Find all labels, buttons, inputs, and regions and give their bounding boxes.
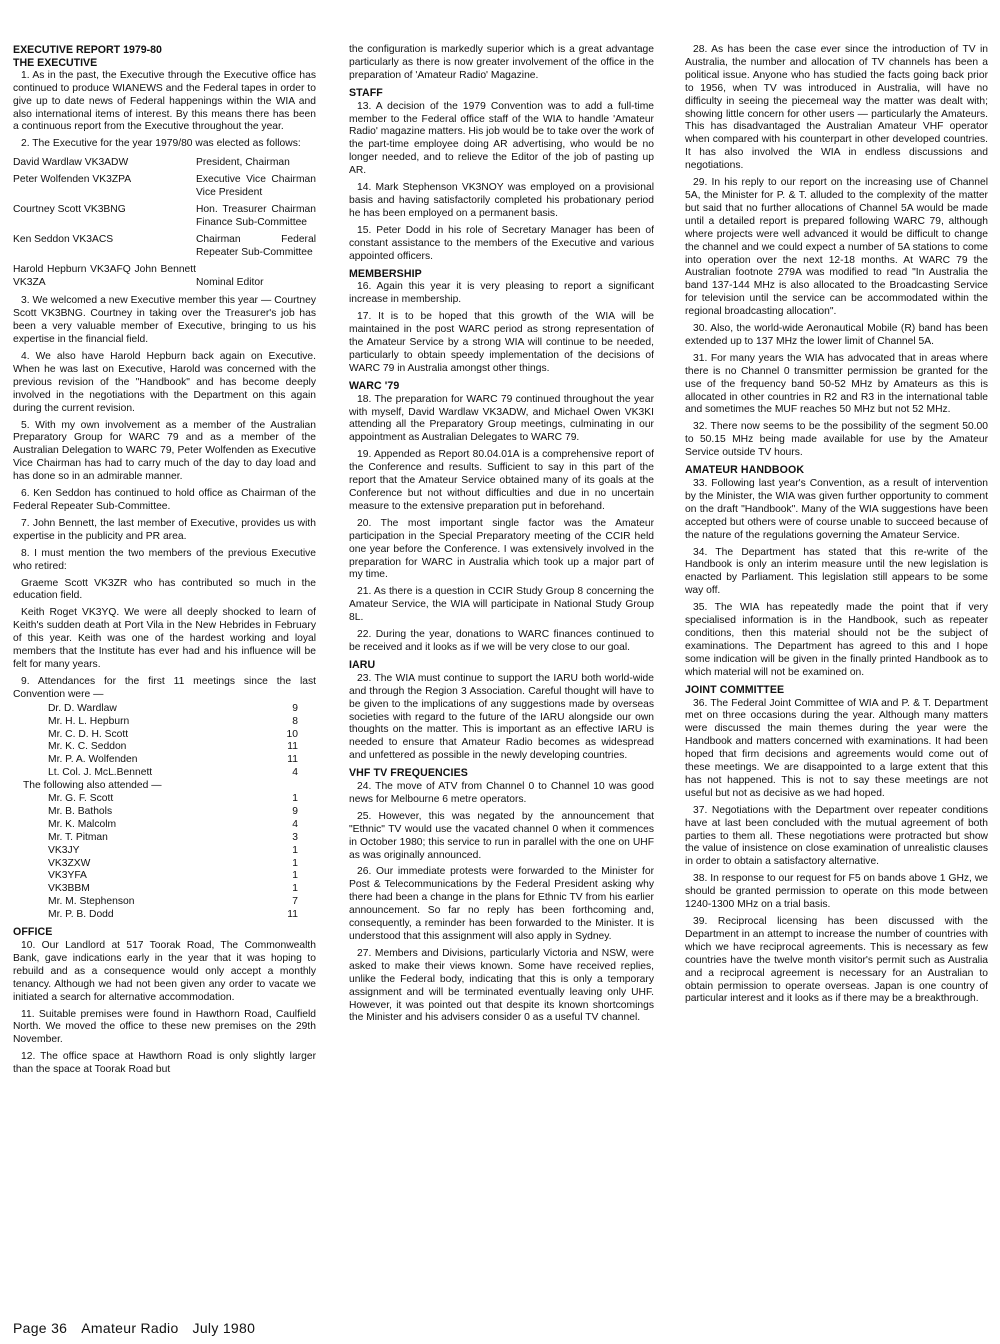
attendee-name: VK3ZXW bbox=[48, 857, 91, 869]
attendee-name: Mr. P. A. Wolfenden bbox=[48, 754, 138, 766]
paragraph-38: 38. In response to our request for F5 on bands above 1 GHz, we should be granted permission to operate on this mode between 1240-1300 MHz on a trial basis. bbox=[685, 873, 988, 911]
paragraph-33: 33. Following last year's Convention, as a result of intervention by the Minister, the WIA was given further opportunity to comment on the draft "Handbook". Many of the WIA suggestions have been accepted but others were of course unable to succeed because of the nature of the regulations governing the Amateur Service. bbox=[685, 478, 988, 541]
attendee-name: Dr. D. Wardlaw bbox=[48, 702, 117, 714]
roster-row bbox=[13, 204, 316, 230]
section-heading-office: OFFICE bbox=[13, 926, 53, 939]
attendee-name: Mr. K. Malcolm bbox=[48, 818, 117, 830]
roster-position: Chairman Federal Repeater Sub-Committee bbox=[196, 233, 316, 258]
paragraph-8: 8. I must mention the two members of the previous Executive who retired: bbox=[13, 547, 316, 572]
attendee-name: Mr. C. D. H. Scott bbox=[48, 728, 129, 740]
attendance-list bbox=[13, 703, 316, 922]
attendee-name: Mr. G. F. Scott bbox=[48, 793, 114, 805]
attendance-row bbox=[13, 806, 316, 819]
attendance-row bbox=[13, 716, 316, 729]
paragraph-36: 36. The Federal Joint Committee of WIA and P. & T. Department met on three occasions during the year. Although many matters were discussed the main themes during the year were the Handbook and matters concerned with examinations. It had been hoped that firm decisions and agreements would come out of these meetings. We are disappointed to a large extent that this has not happened. This is not to say these meetings are not useful but not as decisive as we had hoped. bbox=[685, 697, 988, 799]
paragraph-9: 9. Attendances for the first 11 meetings since the last Convention were — bbox=[13, 675, 316, 700]
roster-name: Courtney Scott VK3BNG bbox=[13, 203, 126, 215]
roster-row bbox=[13, 157, 316, 170]
attendee-count: 8 bbox=[292, 715, 298, 727]
roster-row bbox=[13, 174, 316, 200]
roster-name: Harold Hepburn VK3AFQ John Bennett VK3ZA bbox=[13, 263, 196, 288]
paragraph-10: 10. Our Landlord at 517 Toorak Road, The Commonwealth Bank, gave indications early in the year that it was hoping to rebuild and as a consequence would only accept a monthly tenancy. Although we had not been given any order to vacate we initiated a search for alternative accommodation. bbox=[13, 940, 316, 1003]
attendance-row bbox=[13, 793, 316, 806]
paragraph-3: 3. We welcomed a new Executive member this year — Courtney Scott VK3BNG. Courtney in taking over the Treasurer's job has been a very valuable member of Executive, bringing to us his expertise in the financial field. bbox=[13, 295, 316, 346]
paragraph-32: 32. There now seems to be the possibility of the segment 50.00 to 50.15 MHz being made available for use by the Amateur Service outside TV hours. bbox=[685, 421, 988, 459]
attendee-count: 1 bbox=[292, 793, 298, 805]
paragraph-25: 25. However, this was negated by the announcement that "Ethnic" TV would use the vacated channel 0 when it commences in October 1980; this service to run in parallel with the one on UHF as was originally announced. bbox=[349, 810, 654, 861]
paragraph-35: 35. The WIA has repeatedly made the point that if very specialised information is in the Handbook, such as repeater conditions, then this material should not be the subject of examinations. The Department has agreed to this and I hope some indication will be given in the finally printed Handbook as to which material will not be examined on. bbox=[685, 602, 988, 678]
paragraph-8b: Keith Roget VK3YQ. We were all deeply shocked to learn of Keith's sudden death at Port Vila in the New Hebrides in February of this year. Keith was one of the hardest working and loyal members that the Institute has ever had and his influence will be felt for many years. bbox=[13, 607, 316, 670]
section-heading-handbook: AMATEUR HANDBOOK bbox=[685, 464, 805, 477]
page-footer bbox=[13, 1320, 269, 1336]
section-heading-executive: THE EXECUTIVE bbox=[13, 56, 98, 69]
attendee-count: 4 bbox=[292, 818, 298, 830]
column-2 bbox=[349, 44, 654, 1029]
paragraph-14: 14. Mark Stephenson VK3NOY was employed on a provisional basis and having satisfactorily completed his probationary period he has been employed on a permanent basis. bbox=[349, 182, 654, 219]
column-1 bbox=[13, 44, 316, 1081]
roster-position: Hon. Treasurer Chairman Finance Sub-Committee bbox=[196, 203, 316, 228]
attendance-row bbox=[13, 729, 316, 742]
paragraph-20: 20. The most important single factor was the Amateur participation in the Special Preparatory meeting of the CCIR held one year before the Conference. I was extensively involved in the preparation for WARC in Australia which took up a major part of my time. bbox=[349, 517, 654, 581]
paragraph-19: 19. Appended as Report 80.04.01A is a comprehensive report of the Conference and results. Sufficient to say in this part of the report that the Amateur Service obtained many of its goals at the Conference but not without difficulties and due in no uncertain measure to the extensive preparation put in beforehand. bbox=[349, 449, 654, 512]
paragraph-28: 28. As has been the case ever since the introduction of TV in Australia, the number and allocation of TV channels has been a political issue. Anyone who has studied the facts going back prior to 1956, when TV was introduced in Australia, will have no difficulty in seeing the piecemeal way the matter was dealt with; showing little concern for other users — particularly the Amateurs. This has disadvantaged the Australian Amateur VHF operator when compared with his counterpart in other developed countries. It has also involved the WIA in endless discussions and negotiations. bbox=[685, 44, 988, 172]
paragraph-31: 31. For many years the WIA has advocated that in areas where there is no Channel 0 transmitter permission be granted for the use of the frequency band 50-52 MHz by Amateurs as this is allocated in other countries in R2 and R3 in the international table and sometimes the MUF reaches 50 MHz but not 52 MHz. bbox=[685, 352, 988, 416]
paragraph-15: 15. Peter Dodd in his role of Secretary Manager has been of constant assistance to the members of the Executive and various appointed officers. bbox=[349, 224, 654, 262]
roster-position: Nominal Editor bbox=[196, 276, 264, 288]
paragraph-12-continued: the configuration is markedly superior which is a great advantage particularly as there is now greater involvement of the office in the preparation of 'Amateur Radio' Magazine. bbox=[349, 44, 654, 81]
report-title: EXECUTIVE REPORT 1979-80 bbox=[13, 44, 162, 56]
roster-name: David Wardlaw VK3ADW bbox=[13, 157, 129, 169]
attendance-row bbox=[13, 858, 316, 871]
attendance-row bbox=[13, 896, 316, 909]
paragraph-16: 16. Again this year it is very pleasing to report a significant increase in membership. bbox=[349, 281, 654, 306]
paragraph-11: 11. Suitable premises were found in Hawthorn Road, Caulfield North. We moved the office to these new premises on the 29th November. bbox=[13, 1008, 316, 1046]
attendee-name: VK3JY bbox=[48, 844, 80, 856]
attendee-name: Mr. B. Bathols bbox=[48, 805, 113, 817]
paragraph-1: 1. As in the past, the Executive through the Executive office has continued to produce WIANEWS and the Federal tapes in order to give up to date news of Federal happenings within the WIA and also international items of interest. By this means there has been a continuous report from the Executive throughout the year. bbox=[13, 69, 316, 133]
attendee-count: 1 bbox=[292, 870, 298, 882]
roster-row bbox=[13, 264, 316, 290]
paragraph-34: 34. The Department has stated that this re-write of the Handbook is only an interim measure until the new legislation is enacted by Parliament. This legislation still appears to be some way off. bbox=[685, 546, 988, 597]
roster-position: Executive Vice Chairman Vice President bbox=[196, 174, 316, 199]
paragraph-22: 22. During the year, donations to WARC finances continued to be received and it looks as if we will be very close to our goal. bbox=[349, 629, 654, 653]
section-heading-membership: MEMBERSHIP bbox=[349, 267, 422, 280]
attendee-count: 11 bbox=[287, 741, 298, 753]
paragraph-4: 4. We also have Harold Hepburn back again on Executive. When he was last on Executive, Harold was concerned with the previous revision of the "Handbook" and has become deeply involved in the negotiations with the Department on this again during the current revision. bbox=[13, 351, 316, 414]
attendance-row bbox=[13, 845, 316, 858]
attendee-name: Mr. K. C. Seddon bbox=[48, 741, 127, 753]
attendee-count: 11 bbox=[287, 909, 298, 921]
attendee-count: 4 bbox=[292, 767, 298, 779]
magazine-name: Amateur Radio bbox=[81, 1320, 179, 1336]
attendance-row bbox=[13, 909, 316, 922]
page-number: Page 36 bbox=[13, 1320, 68, 1336]
attendee-count: 1 bbox=[292, 883, 298, 895]
roster-name: Peter Wolfenden VK3ZPA bbox=[13, 174, 132, 186]
paragraph-17: 17. It is to be hoped that this growth of the WIA will be maintained in the post WARC period as strong representation of the Amateur Service by a strong WIA will continue to be needed, particularly to obtain speedy implementation of the decisions of WARC 79 in Australia amongst other things. bbox=[349, 311, 654, 374]
attendee-count: 11 bbox=[287, 754, 298, 766]
paragraph-7: 7. John Bennett, the last member of Executive, provides us with expertise in the publicity and PR area. bbox=[13, 517, 316, 542]
roster-position: President, Chairman bbox=[196, 157, 290, 169]
also-attended-label: The following also attended — bbox=[23, 780, 162, 792]
attendee-count: 1 bbox=[292, 857, 298, 869]
attendee-count: 9 bbox=[292, 805, 298, 817]
attendance-row bbox=[13, 741, 316, 754]
column-3 bbox=[685, 44, 988, 1010]
attendance-row bbox=[13, 883, 316, 896]
paragraph-5: 5. With my own involvement as a member of the Australian Preparatory Group for WARC 79 and as a member of the Australian Delegation to WARC 79, Peter Wolfenden as Executive Vice Chairman has had to carry much of the day to day load and has done so in an admirable manner. bbox=[13, 419, 316, 483]
attendee-name: Mr. H. L. Hepburn bbox=[48, 715, 130, 727]
section-heading-staff: STAFF bbox=[349, 86, 383, 99]
attendance-row bbox=[13, 767, 316, 780]
section-heading-warc: WARC '79 bbox=[349, 379, 400, 392]
issue-date: July 1980 bbox=[192, 1320, 256, 1336]
paragraph-30: 30. Also, the world-wide Aeronautical Mobile (R) band has been extended up to 137 MHz the lower limit of Channel 5A. bbox=[685, 323, 988, 347]
section-heading-vhf-tv: VHF TV FREQUENCIES bbox=[349, 767, 468, 780]
attendee-name: Lt. Col. J. McL.Bennett bbox=[48, 767, 153, 779]
paragraph-24: 24. The move of ATV from Channel 0 to Channel 10 was good news for Melbourne 6 metre operators. bbox=[349, 781, 654, 805]
paragraph-26: 26. Our immediate protests were forwarded to the Minister for Post & Telecommunications by the Federal President asking why there had been a change in the plans for Ethnic TV from his earlier announcement. So far no reply has been forthcoming and, consequently, a reminder has been forwarded to the Minister. It is understood that this assignment will also apply in Sydney. bbox=[349, 866, 654, 942]
attendee-count: 7 bbox=[292, 896, 298, 908]
attendee-name: Mr. T. Pitman bbox=[48, 831, 108, 843]
attendee-name: VK3YFA bbox=[48, 870, 87, 882]
attendee-name: Mr. M. Stephenson bbox=[48, 896, 135, 908]
paragraph-29: 29. In his reply to our report on the increasing use of Channel 5A, the Minister for P. & T. alluded to the complexity of the matter but said that no further allocations of Channel 5A would be made until a detailed report is prepared following WARC 79, although where projects were well advanced it would be difficult to change the channel and we could expect a number of 5A stations to come into operation over the next 12-18 months. At WARC 79 the Australian footnote 279A was modified to read "In Australia the band 137-144 MHz is also allocated to the Broadcasting Service for television until the service can be accommodated within the regional broadcasting allocation". bbox=[685, 177, 988, 318]
attendance-row bbox=[13, 870, 316, 883]
attendee-name: VK3BBM bbox=[48, 883, 90, 895]
roster-name: Ken Seddon VK3ACS bbox=[13, 233, 114, 245]
paragraph-2: 2. The Executive for the year 1979/80 was elected as follows: bbox=[21, 138, 301, 150]
attendance-row bbox=[13, 819, 316, 832]
paragraph-8a: Graeme Scott VK3ZR who has contributed so much in the education field. bbox=[13, 577, 316, 602]
attendance-row bbox=[13, 832, 316, 845]
paragraph-13: 13. A decision of the 1979 Convention was to add a full-time member to the Federal office staff of the WIA to handle 'Amateur Radio' magazine matters. His job would be to take over the work of the part-time employee doing AR advertising, who would be no longer needed, and to relieve the Editor of the job of pasting up AR. bbox=[349, 100, 654, 177]
attendee-count: 1 bbox=[292, 844, 298, 856]
section-heading-joint-committee: JOINT COMMITTEE bbox=[685, 683, 785, 696]
paragraph-18: 18. The preparation for WARC 79 continued throughout the year with myself, David Wardlaw VK3ADW, and Michael Owen VK3KI attending all the Preparatory Group meetings, culminating in our appointment as Australian Delegates to WARC 79. bbox=[349, 393, 654, 444]
attendance-row bbox=[13, 754, 316, 767]
attendee-count: 3 bbox=[292, 831, 298, 843]
attendee-count: 10 bbox=[286, 728, 298, 740]
paragraph-12: 12. The office space at Hawthorn Road is only slightly larger than the space at Toorak Road but bbox=[13, 1051, 316, 1076]
paragraph-37: 37. Negotiations with the Department over repeater conditions have at last been concluded with the mutual agreement of both parties to them all. These negotiations were protracted but show the value of insistence on close examination of unrealistic clauses in order to obtain a satisfactory alternative. bbox=[685, 804, 988, 868]
attendee-count: 9 bbox=[292, 702, 298, 714]
paragraph-27: 27. Members and Divisions, particularly Victoria and NSW, were asked to make their views known. Some have received replies, unlike the Federal body, indicating that this is only a temporary assignment and will be terminated eventually leaving only UHF. However, it was pointed out that despite its known shortcomings the Minister and his advisers consider 0 as a useful TV channel. bbox=[349, 947, 654, 1024]
paragraph-23: 23. The WIA must continue to support the IARU both world-wide and through the Region 3 Association. Careful thought will have to be given to the implications of any suggestions made by overseas societies with regard to the future of the IARU alongside our own thoughts on the matter. This is important as an effective IARU is needed to ensure that Amateur Radio becomes as widespread and unfettered as possible in the newly developing countries. bbox=[349, 672, 654, 762]
attendee-name: Mr. P. B. Dodd bbox=[48, 909, 114, 921]
roster-row bbox=[13, 234, 316, 260]
paragraph-21: 21. As there is a question in CCIR Study Group 8 concerning the Amateur Service, the WIA will participate in National Study Group 8L. bbox=[349, 586, 654, 624]
executive-roster bbox=[13, 157, 316, 289]
paragraph-6: 6. Ken Seddon has continued to hold office as Chairman of the Federal Repeater Sub-Committee. bbox=[13, 488, 316, 512]
attendance-row bbox=[13, 703, 316, 716]
paragraph-39: 39. Reciprocal licensing has been discussed with the Department in an attempt to increase the number of countries with which we have reciprocal agreements. This is necessary as few countries have the twelve month visitor's permit such as Australia and a reciprocal agreement is necessary for an Australian to obtain permission to operate overseas. Japan is one country of particular interest and it looks as if there may be a breakthrough. bbox=[685, 916, 988, 1005]
section-heading-iaru: IARU bbox=[349, 658, 376, 671]
